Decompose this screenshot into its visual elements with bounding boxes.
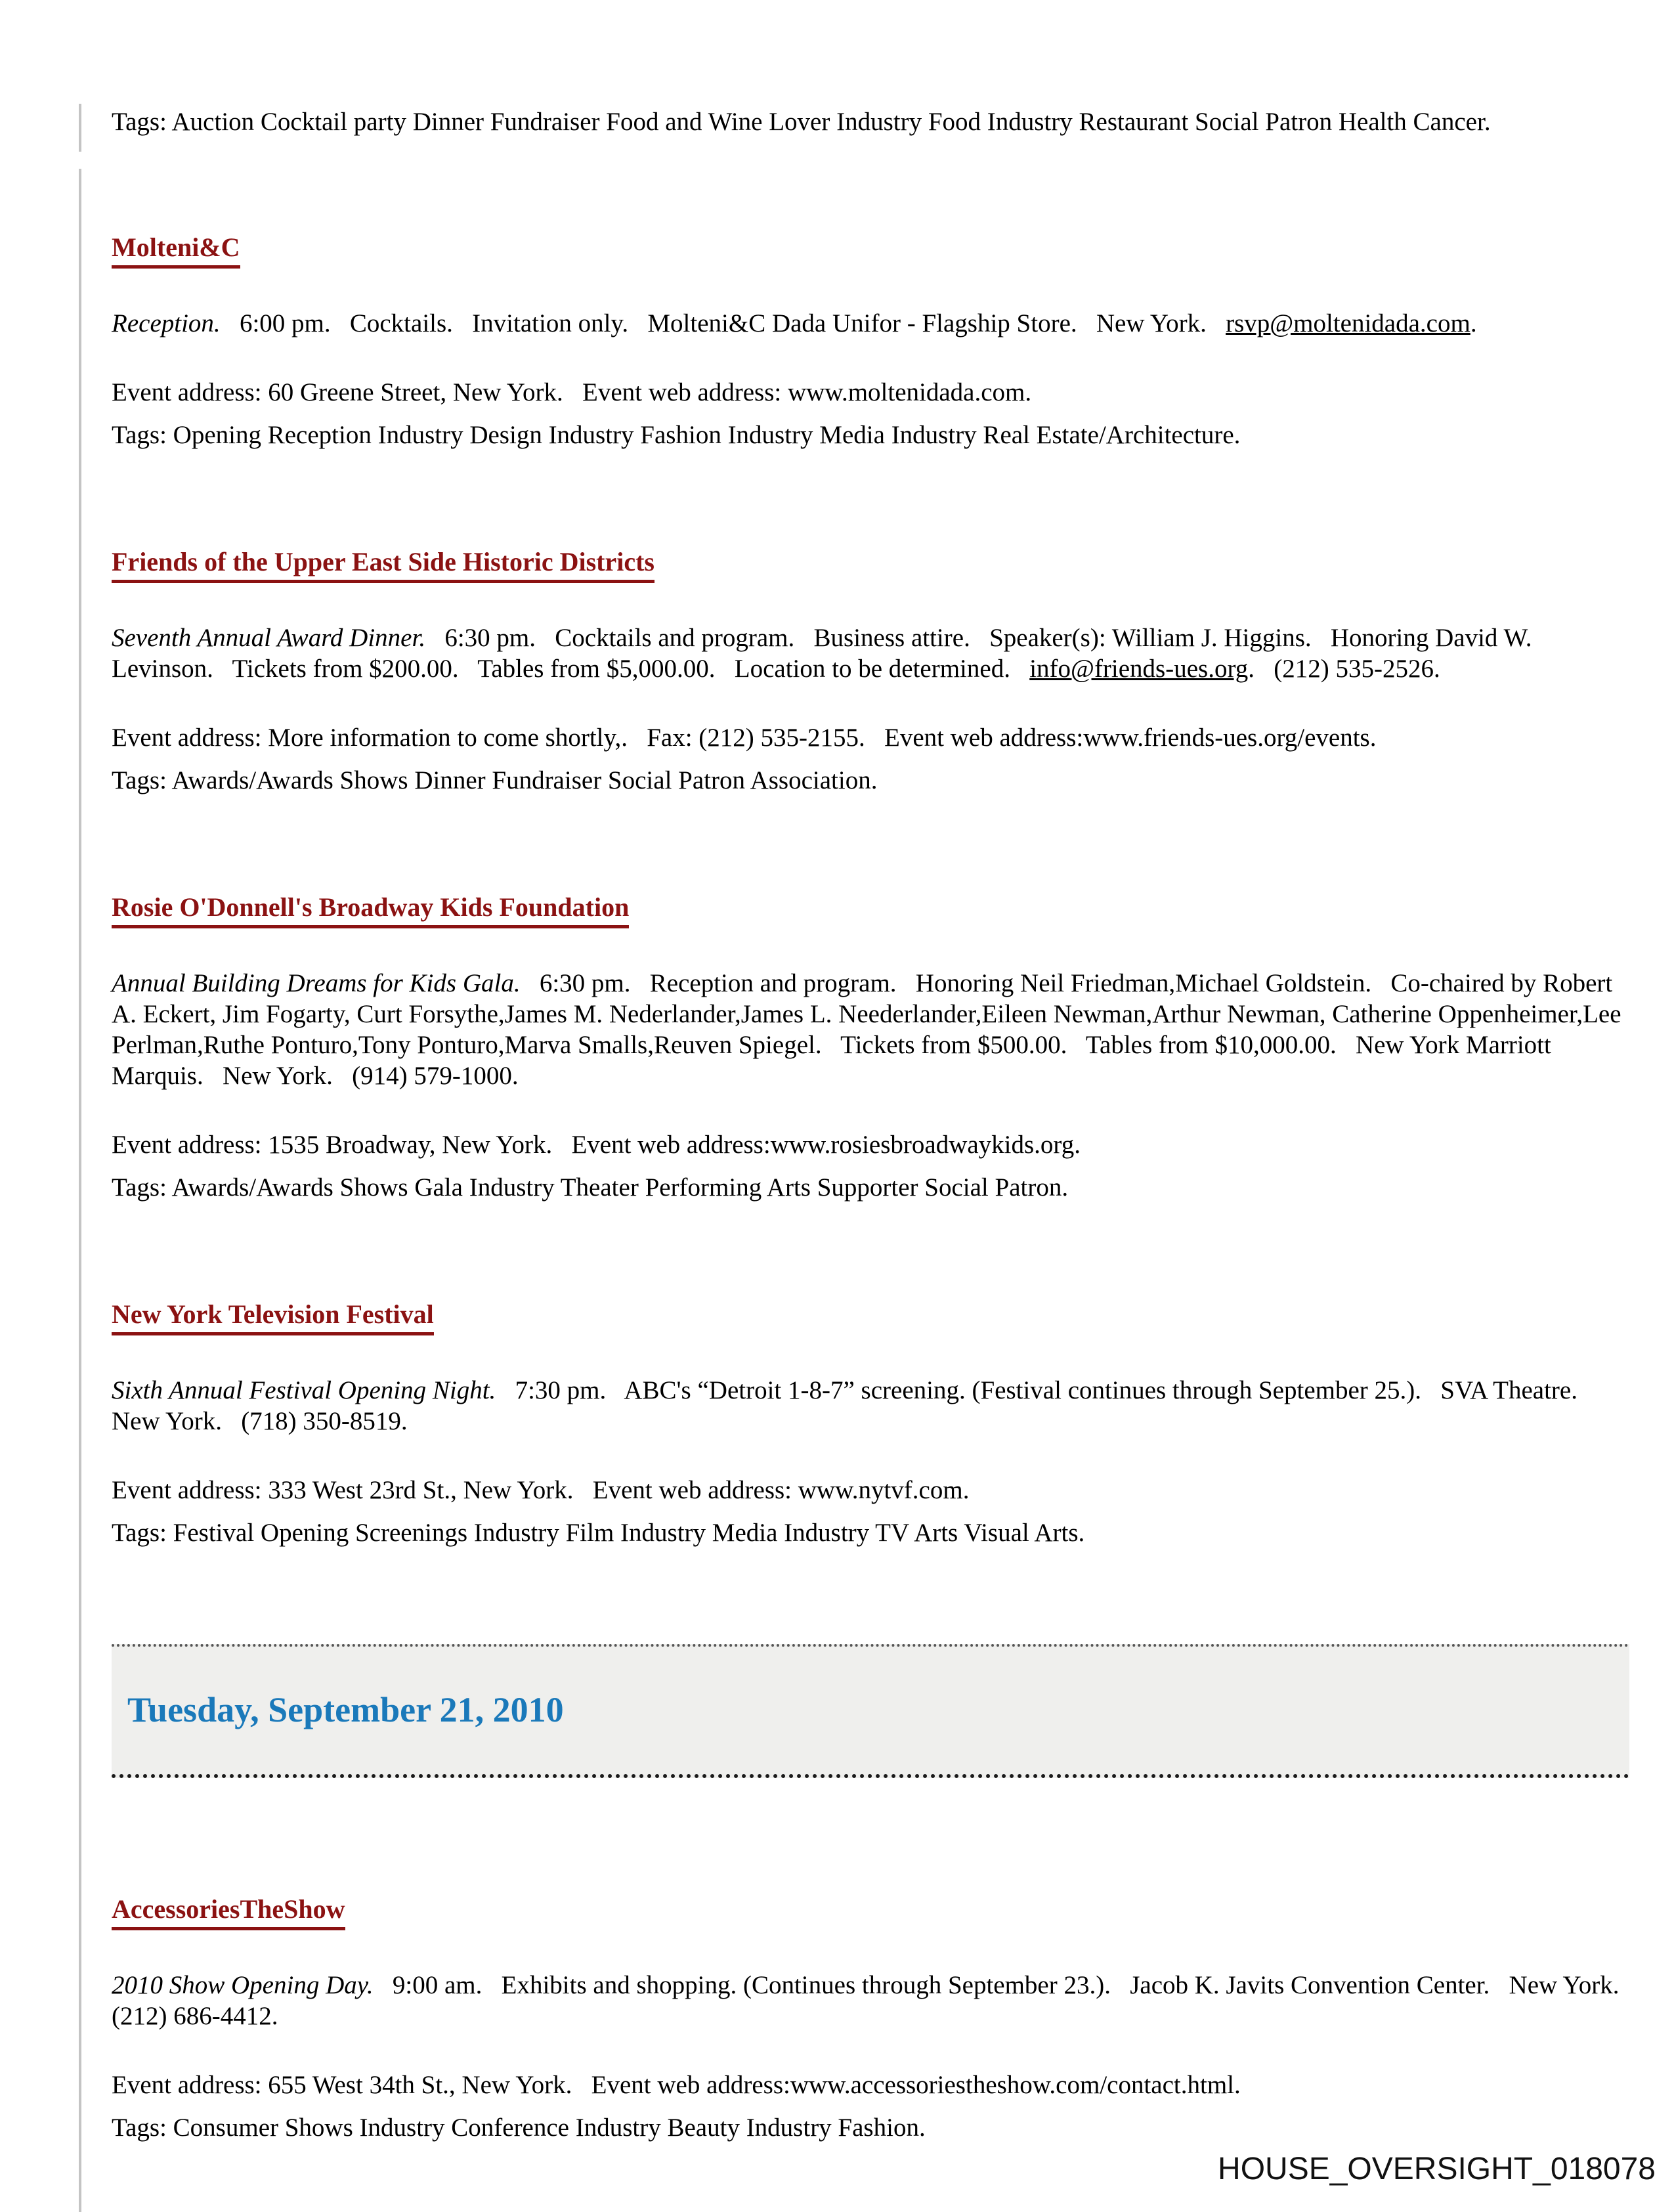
event-detail-after-link: . (212) 535-2526.: [1248, 655, 1440, 683]
event-tags-line: Tags: Awards/Awards Shows Gala Industry Theater Performing Arts Supporter Social Patron.: [112, 1173, 1069, 1202]
event-address-line: Event address: 655 West 34th St., New York. Event web address:www.accessoriestheshow.com/contact.html.: [112, 2071, 1241, 2099]
event-email-link[interactable]: rsvp@moltenidada.com: [1226, 309, 1470, 337]
event-detail-text: 6:30 pm. Cocktails and program. Business attire. Speaker(s): William J. Higgins. Honoring David W. Levinson. Tickets from $200.00. Tables from $5,000.00. Location to be determined.: [112, 624, 1539, 683]
event-heading-link[interactable]: New York Television Festival: [112, 1299, 434, 1335]
event-detail: [112, 1375, 1628, 1437]
event-detail: [112, 622, 1628, 684]
event-heading-link[interactable]: Friends of the Upper East Side Historic Districts: [112, 546, 655, 583]
event-title-italic: Reception.: [112, 309, 221, 337]
event-address-line: Event address: 60 Greene Street, New York. Event web address: www.moltenidada.com.: [112, 378, 1032, 406]
date-banner: [112, 1644, 1629, 1778]
event-tags-line: Tags: Opening Reception Industry Design Industry Fashion Industry Media Industry Real Estate/Architecture.: [112, 421, 1241, 449]
event-section-accessories-the-show: [112, 1894, 1639, 2143]
event-tags-line: Tags: Festival Opening Screenings Industry Film Industry Media Industry TV Arts Visual Arts.: [112, 1519, 1085, 1547]
quoted-block-main: [79, 169, 1639, 2212]
event-tags-line: Tags: Awards/Awards Shows Dinner Fundraiser Social Patron Association.: [112, 766, 878, 794]
event-detail-text: 7:30 pm. ABC's “Detroit 1-8-7” screening. (Festival continues through September 25.). SVA Theatre. New York. (718) 350-8519.: [112, 1376, 1597, 1435]
event-title-italic: Annual Building Dreams for Kids Gala.: [112, 969, 521, 997]
event-heading-link[interactable]: Rosie O'Donnell's Broadway Kids Foundation: [112, 892, 629, 928]
event-detail-text: 6:00 pm. Cocktails. Invitation only. Molteni&C Dada Unifor - Flagship Store. New York.: [220, 309, 1226, 337]
event-detail-after-link: .: [1470, 309, 1477, 337]
event-detail-text: 6:30 pm. Reception and program. Honoring Neil Friedman,Michael Goldstein. Co-chaired by Robert A. Eckert, Jim Fogarty, Curt Forsythe,James M. Nederlander,James L. Neederlander,Eileen Newman,Arthur Newman, Catherine Oppenheimer,Lee Perlman,Ruthe Ponturo,Tony Ponturo,Marva Smalls,Reuven Spiegel. Tickets from $500.00. Tables from $10,000.00. New York Marriott Marquis. New York. (914) 579-1000.: [112, 969, 1628, 1090]
event-heading-link[interactable]: Molteni&C: [112, 232, 240, 269]
event-heading-link[interactable]: AccessoriesTheShow: [112, 1894, 345, 1930]
event-tags-line: Tags: Consumer Shows Industry Conference Industry Beauty Industry Fashion.: [112, 2114, 926, 2142]
event-detail: [112, 308, 1628, 339]
event-section-rosie-odonnell: [112, 892, 1628, 1203]
event-section-ny-tv-festival: [112, 1299, 1628, 1548]
event-detail-text: 9:00 am. Exhibits and shopping. (Continues through September 23.). Jacob K. Javits Convention Center. New York. (212) 686-4412.: [112, 1971, 1639, 2030]
event-section-friends-ues: [112, 546, 1628, 796]
event-detail: [112, 968, 1628, 1091]
event-detail: [112, 1970, 1639, 2031]
bates-number: HOUSE_OVERSIGHT_018078: [1218, 2152, 1656, 2186]
quoted-block-intro: [79, 104, 1628, 152]
event-address-line: Event address: 1535 Broadway, New York. Event web address:www.rosiesbroadwaykids.org.: [112, 1131, 1081, 1159]
event-address-line: Event address: More information to come shortly,. Fax: (212) 535-2155. Event web address:www.friends-ues.org/events.: [112, 724, 1377, 752]
intro-tags-line: Tags: Auction Cocktail party Dinner Fundraiser Food and Wine Lover Industry Food Industry Restaurant Social Patron Health Cancer.: [112, 108, 1491, 136]
event-title-italic: 2010 Show Opening Day.: [112, 1971, 374, 1999]
event-address-line: Event address: 333 West 23rd St., New York. Event web address: www.nytvf.com.: [112, 1476, 970, 1504]
event-title-italic: Sixth Annual Festival Opening Night.: [112, 1376, 496, 1404]
event-email-link[interactable]: info@friends-ues.org: [1029, 655, 1249, 683]
date-banner-label: Tuesday, September 21, 2010: [127, 1690, 564, 1729]
event-title-italic: Seventh Annual Award Dinner.: [112, 624, 426, 652]
event-section-molteni: [112, 232, 1628, 450]
